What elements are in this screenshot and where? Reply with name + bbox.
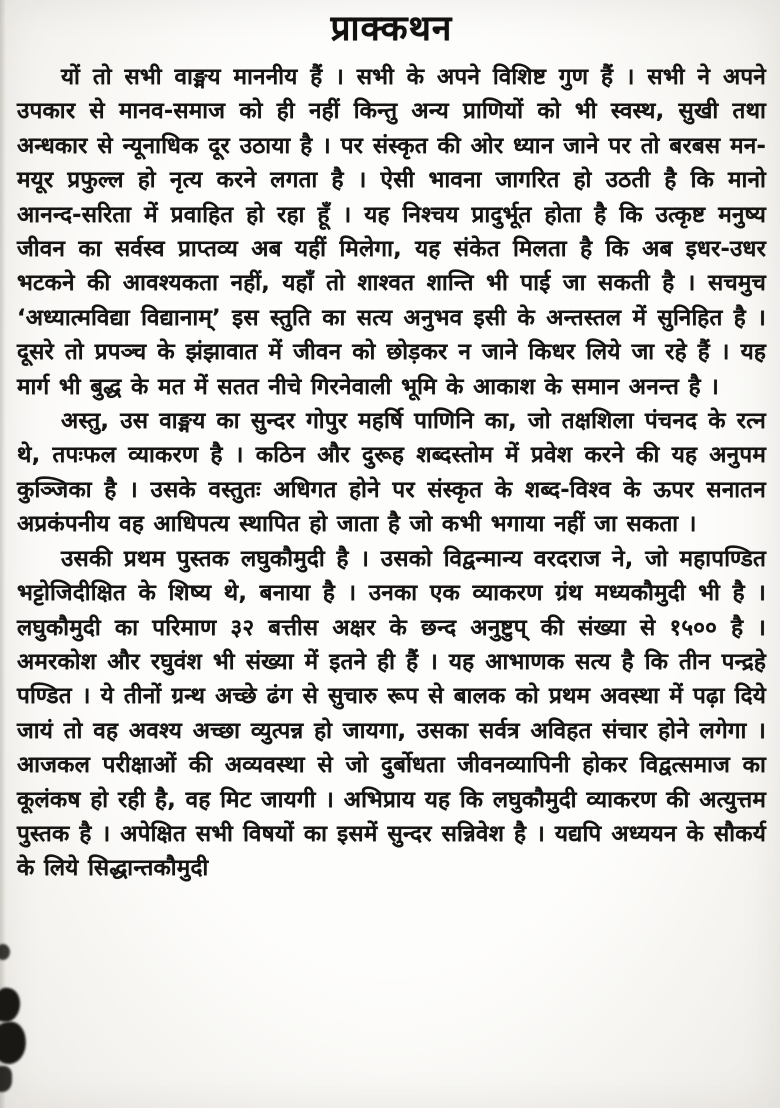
ink-smudge bbox=[0, 944, 10, 960]
scan-edge-shadow bbox=[0, 0, 6, 1108]
page-title: प्राक्कथन bbox=[330, 9, 453, 49]
body-text bbox=[17, 60, 766, 886]
paragraph: उसकी प्रथम पुस्तक लघुकौमुदी है । उसको विद्वन्मान्य वरदराज ने, जो महापण्डित भट्टोजिदीक्षित के शिष्य थे, बनाया है । उनका एक व्याकरण ग्रंथ मध्यकौमुदी भी है । लघुकौमुदी का परिमाण ३२ बत्तीस अक्षर के छन्द अनुष्टुप् की संख्या से १५०० है । अमरकोश और रघुवंश भी संख्या में इतने ही हैं । यह आभाणक सत्य है कि तीन पन्द्रहे पण्डित । ये तीनों ग्रन्थ अच्छे ढंग से सुचारु रूप से बालक को प्रथम अवस्था में पढ़ा दिये जायं तो वह अवश्य अच्छा व्युत्पन्न हो जायगा, उसका सर्वत्र अविहत संचार होने लगेगा । आजकल परीक्षाओं की अव्यवस्था से जो दुर्बोधता जीवनव्यापिनी होकर विद्वत्समाज का कूलंकष हो रही है, वह मिट जायगी । अभिप्राय यह कि लघुकौमुदी व्याकरण की अत्युत्तम पुस्तक है । अपेक्षित सभी विषयों का इसमें सुन्दर सन्निवेश है । यद्यपि अध्ययन के सौकर्य के लिये सिद्धान्तकौमुदी bbox=[17, 545, 766, 882]
ink-smudge bbox=[0, 1066, 12, 1092]
ink-smudge bbox=[0, 986, 23, 1025]
paragraph: यों तो सभी वाङ्मय माननीय हैं । सभी के अपने विशिष्ट गुण हैं । सभी ने अपने उपकार से मानव-समाज को ही नहीं किन्तु अन्य प्राणियों को भी स्वस्थ, सुखी तथा अन्धकार से न्यूनाधिक दूर उठाया है । पर संस्कृत की ओर ध्यान जाने पर तो बरबस मन-मयूर प्रफुल्ल हो नृत्य करने लगता है । ऐसी भावना जागरित हो उठती है कि मानो आनन्द-सरिता में प्रवाहित हो रहा हूँ । यह निश्चय प्रादुर्भूत होता है कि उत्कृष्ट मनुष्य जीवन का सर्वस्व प्राप्तव्य अब यहीं मिलेगा, यह संकेत मिलता है कि अब इधर-उधर भटकने की आवश्यकता नहीं, यहाँ तो शाश्वत शान्ति भी पाई जा सकती है । सचमुच ‘अध्यात्मविद्या विद्यानाम्’ इस स्तुति का सत्य अनुभव इसी के अन्तस्तल में सुनिहित है । दूसरे तो प्रपञ्च के झंझावात में जीवन को छोड़कर न जाने किधर लिये जा रहे हैं । यह मार्ग भी बुद्ध के मत में सतत नीचे गिरनेवाली भूमि के आकाश के समान अनन्त है । bbox=[17, 64, 766, 400]
ink-smudge bbox=[0, 1020, 29, 1066]
paragraph: अस्तु, उस वाङ्मय का सुन्दर गोपुर महर्षि पाणिनि का, जो तक्षशिला पंचनद के रत्न थे, तपःफल व्याकरण है । कठिन और दुरूह शब्दस्तोम में प्रवेश करने की यह अनुपम कुञ्जिका है । उसके वस्तुतः अधिगत होने पर संस्कृत के शब्द-विश्व के ऊपर सनातन अप्रकंपनीय वह आधिपत्य स्थापित हो जाता है जो कभी भगाया नहीं जा सकता । bbox=[17, 408, 766, 538]
